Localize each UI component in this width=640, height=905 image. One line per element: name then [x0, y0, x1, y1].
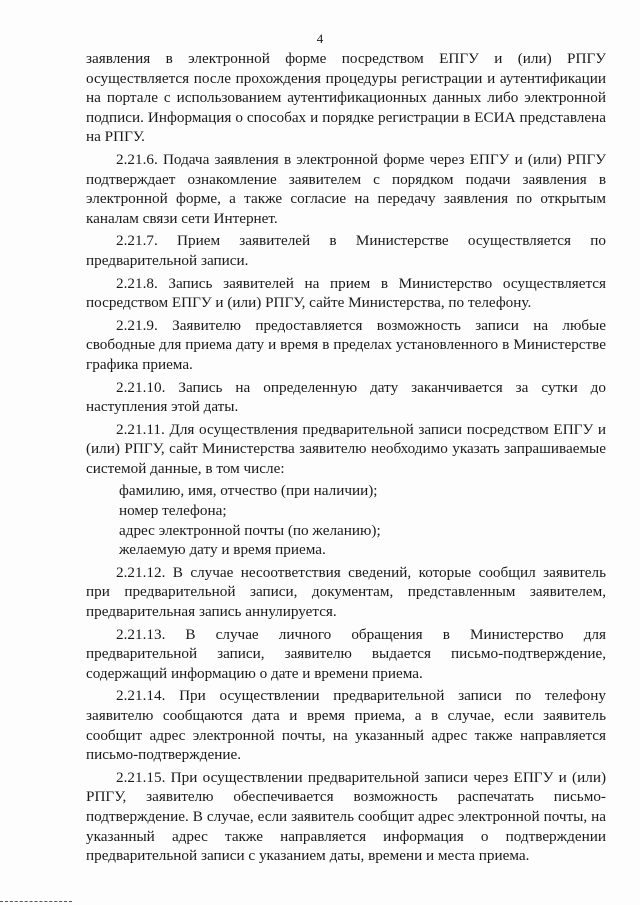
footer-rule: [0, 901, 72, 903]
paragraph-2-21-6: 2.21.6. Подача заявления в электронной форме через ЕПГУ и (или) РПГУ подтверждает ознакомление заявителем с порядком подачи заявления в электронной форме, а также согласие на передачу заявления по открытым каналам связи сети Интернет.: [86, 150, 606, 227]
document-body: [86, 49, 606, 869]
paragraph-2-21-9: 2.21.9. Заявителю предоставляется возможность записи на любые свободные для приема дату и время в пределах установленного в Министерстве графика приема.: [86, 316, 606, 373]
paragraph-2-21-11: 2.21.11. Для осуществления предварительной записи посредством ЕПГУ и (или) РПГУ, сайт Министерства заявителю необходимо указать запрашиваемые системой данные, в том числе:: [86, 420, 606, 477]
paragraph-2-21-10: 2.21.10. Запись на определенную дату заканчивается за сутки до наступления этой даты.: [86, 378, 606, 416]
paragraph-2-21-13: 2.21.13. В случае личного обращения в Министерство для предварительной записи, заявителю выдается письмо-подтверждение, содержащий информацию о дате и времени приема.: [86, 625, 606, 682]
paragraph-2-21-14: 2.21.14. При осуществлении предварительной записи по телефону заявителю сообщаются дата и время приема, а в случае, если заявитель сообщит адрес электронной почты, на указанный адрес также направляется письмо-подтверждение.: [86, 687, 606, 764]
list-item: номер телефона;: [119, 502, 227, 520]
paragraph-2-21-15: 2.21.15. При осуществлении предварительной записи через ЕПГУ и (или) РПГУ, заявителю обеспечивается возможность распечатать письмо-подтверждение. В случае, если заявитель сообщит адрес электронной почты, на указанный адрес также направляется информация о подтверждении предварительной записи с указанием даты, времени и места приема.: [86, 768, 606, 865]
paragraph-continuation: заявления в электронной форме посредством ЕПГУ и (или) РПГУ осуществляется после прохождения процедуры регистрации и аутентификации на портале с использованием аутентификационных данных либо электронной подписи. Информация о способах и порядке регистрации в ЕСИА представлена на РПГУ.: [86, 50, 606, 146]
paragraph-2-21-8: 2.21.8. Запись заявителей на прием в Министерство осуществляется посредством ЕПГУ и (или) РПГУ, сайте Министерства, по телефону.: [86, 274, 606, 312]
page-number: 4: [316, 31, 324, 46]
list-item: адрес электронной почты (по желанию);: [119, 521, 381, 539]
paragraph-2-21-7: 2.21.7. Прием заявителей в Министерстве осуществляется по предварительной записи.: [86, 232, 606, 269]
list-item: желаемую дату и время приема.: [119, 541, 326, 559]
required-data-list: [86, 481, 606, 559]
list-item: фамилию, имя, отчество (при наличии);: [119, 482, 378, 500]
paragraph-2-21-12: 2.21.12. В случае несоответствия сведений, которые сообщил заявитель при предварительной записи, документам, представленным заявителем, предварительная запись аннулируется.: [86, 563, 606, 621]
